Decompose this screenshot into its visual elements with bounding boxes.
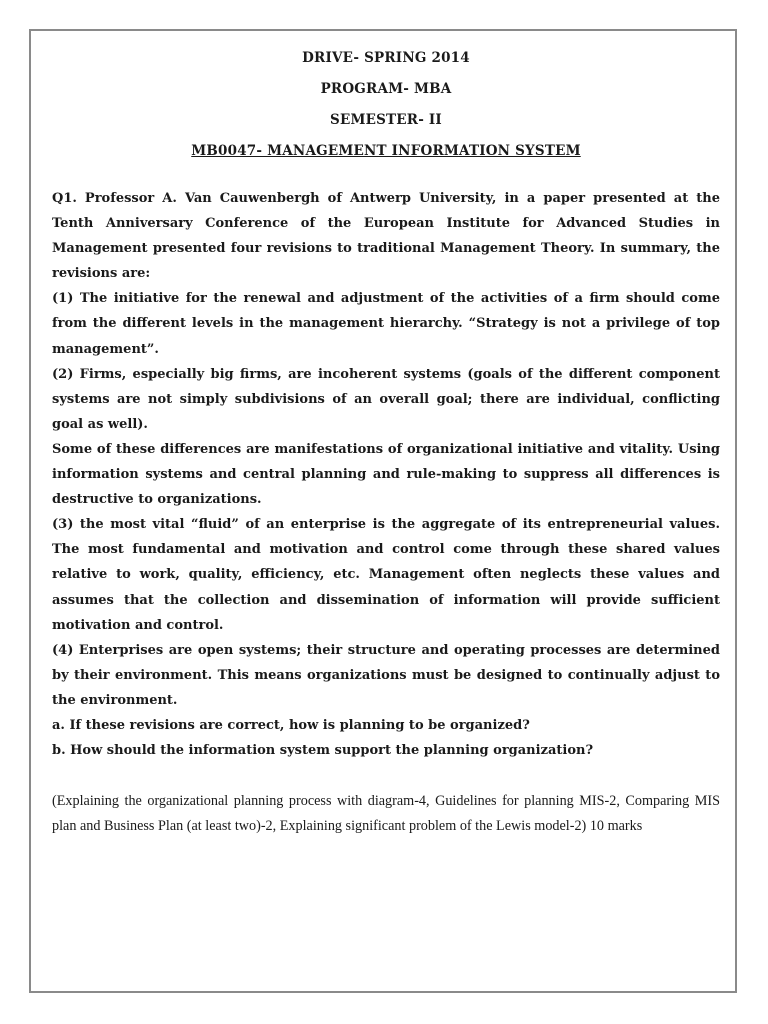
course-title: MB0047- MANAGEMENT INFORMATION SYSTEM bbox=[191, 143, 581, 159]
drive-heading: DRIVE- SPRING 2014 bbox=[302, 50, 470, 66]
revision-point-2-continued: Some of these differences are manifestations of organizational initiative and vitality. Using information systems and central planning and rule-making to suppress all differences is destructive to organizations. bbox=[52, 441, 720, 508]
revision-point-3: (3) the most vital “fluid” of an enterprise is the aggregate of its entrepreneurial values. The most fundamental and motivation and control come through these shared values relative to work, quality, efficiency, etc. Management often neglects these values and assumes that the collection and dissemination of information will provide sufficient motivation and control. bbox=[52, 517, 720, 633]
revision-point-4: (4) Enterprises are open systems; their structure and operating processes are determined by their environment. This means organizations must be designed to continually adjust to the environment. bbox=[52, 642, 720, 708]
semester-heading: SEMESTER- II bbox=[330, 112, 442, 128]
question-intro: Q1. Professor A. Van Cauwenbergh of Antwerp University, in a paper presented at the Tenth Anniversary Conference of the European Institute for Advanced Studies in Management presented four revisions to traditional Management Theory. In summary, the revisions are: bbox=[52, 191, 720, 282]
question-part-b: b. How should the information system support the planning organization? bbox=[52, 743, 594, 759]
program-heading: PROGRAM- MBA bbox=[320, 81, 452, 97]
marking-scheme-note: (Explaining the organizational planning process with diagram-4, Guidelines for planning MIS-2, Comparing MIS plan and Business Plan (at least two)-2, Explaining significant problem of the Lewis model-2) 10 marks bbox=[52, 793, 720, 835]
revision-point-1: (1) The initiative for the renewal and adjustment of the activities of a firm should come from the different levels in the management hierarchy. “Strategy is not a privilege of top management”. bbox=[52, 291, 720, 357]
document-content bbox=[52, 48, 720, 854]
revision-point-2: (2) Firms, especially big firms, are incoherent systems (goals of the different component systems are not simply subdivisions of an overall goal; there are individual, conflicting goal as well). bbox=[52, 366, 720, 432]
question-part-a: a. If these revisions are correct, how is planning to be organized? bbox=[52, 717, 530, 733]
question-1 bbox=[52, 186, 720, 763]
